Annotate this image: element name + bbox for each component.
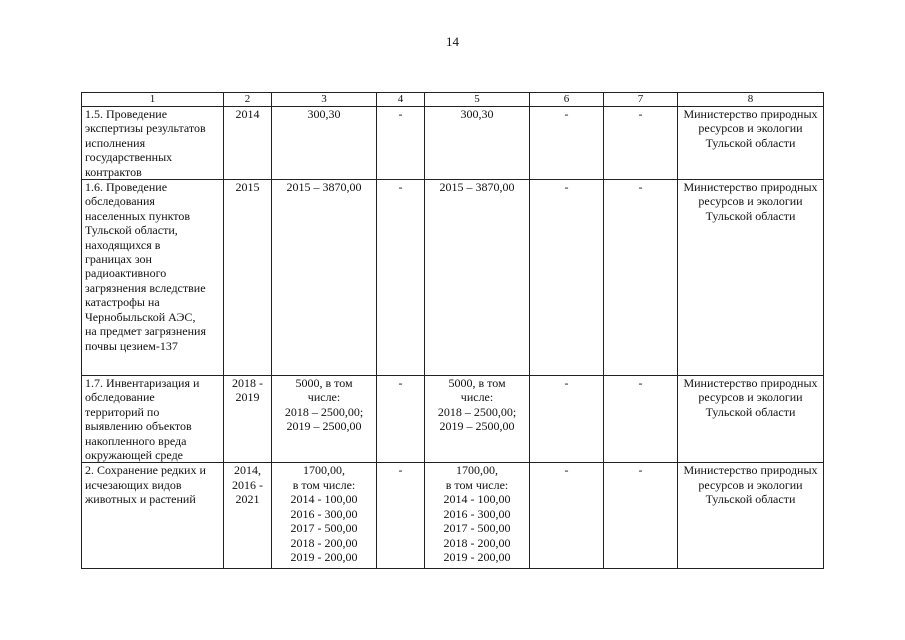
cell-text-line: на предмет загрязнения	[85, 324, 206, 339]
table-cell-c1	[82, 107, 224, 180]
table-cell-c6	[530, 463, 604, 569]
table-cell-c3	[272, 376, 377, 463]
cell-text-line: 5000, в том	[448, 376, 506, 391]
cell-text-line: 2019 - 200,00	[290, 549, 358, 564]
table-cell-c7	[604, 180, 678, 376]
cell-text-line: Министерство природных	[683, 463, 818, 478]
cell-text-line: 2019 - 200,00	[443, 549, 511, 564]
cell-text-line: 2015 – 3870,00	[439, 180, 515, 195]
table-cell-c7	[604, 463, 678, 569]
cell-text-line: 2016 -	[232, 477, 263, 492]
cell-text-line: экспертизы результатов	[85, 121, 206, 136]
cell-text-line: 300,30	[307, 107, 341, 121]
cell-text-line: границах зон	[85, 252, 152, 267]
table-cell-c5	[425, 180, 530, 376]
cell-text-line: 2014	[235, 107, 260, 121]
table-cell-c2	[224, 463, 272, 569]
cell-text-line: 2019 – 2500,00	[439, 419, 515, 434]
cell-text-line: 5000, в том	[295, 376, 353, 391]
cell-text-line: 1700,00,	[303, 463, 345, 478]
cell-text-line: загрязнения вследствие	[85, 280, 206, 295]
table-cell-c2	[224, 376, 272, 463]
column-header: 1	[82, 93, 224, 107]
table-header-row	[82, 93, 824, 107]
cell-text-line: в том числе:	[445, 477, 509, 492]
cell-text-line: числе:	[460, 390, 494, 405]
table-cell-c4	[377, 180, 425, 376]
table-cell-c5	[425, 376, 530, 463]
cell-dash: -	[638, 463, 643, 478]
cell-text-line: 2. Сохранение редких и	[85, 463, 206, 478]
cell-dash: -	[564, 107, 569, 121]
cell-dash: -	[638, 107, 643, 121]
table-cell-c8	[678, 463, 824, 569]
table-row	[82, 463, 824, 569]
cell-text-line: Министерство природных	[683, 107, 818, 121]
cell-text-line: находящихся в	[85, 237, 161, 252]
cell-dash: -	[564, 180, 569, 195]
table-row	[82, 107, 824, 180]
cell-dash: -	[638, 376, 643, 391]
column-header: 5	[425, 93, 530, 107]
cell-dash: -	[398, 376, 403, 391]
table-cell-c3	[272, 463, 377, 569]
cell-dash: -	[564, 376, 569, 391]
cell-text-line: 2019 – 2500,00	[286, 419, 362, 434]
cell-text-line: 2021	[235, 492, 260, 507]
table-cell-c4	[377, 463, 425, 569]
cell-text-line: обследование	[85, 390, 155, 405]
column-header: 7	[604, 93, 678, 107]
cell-text-line: 1.6. Проведение	[85, 180, 168, 195]
table-cell-c1	[82, 463, 224, 569]
cell-text-line: 2018 - 200,00	[290, 535, 358, 550]
table-cell-c8	[678, 180, 824, 376]
cell-text-line: животных и растений	[85, 492, 196, 507]
table-cell-c6	[530, 376, 604, 463]
cell-text-line: обследования	[85, 194, 155, 209]
cell-text-line: 2016 - 300,00	[290, 506, 358, 521]
cell-text-line: 2015	[235, 180, 260, 195]
table-cell-c6	[530, 107, 604, 180]
column-header: 8	[678, 93, 824, 107]
program-activities-table	[81, 92, 824, 569]
table-cell-c6	[530, 180, 604, 376]
table-cell-c7	[604, 107, 678, 180]
column-header: 6	[530, 93, 604, 107]
cell-dash: -	[398, 107, 403, 121]
table-cell-c2	[224, 107, 272, 180]
table-cell-c1	[82, 376, 224, 463]
cell-text-line: Тульской области	[705, 492, 796, 507]
table-cell-c7	[604, 376, 678, 463]
table-cell-c3	[272, 180, 377, 376]
cell-text-line: почвы цезием-137	[85, 338, 178, 353]
cell-text-line: 2014 - 100,00	[290, 492, 358, 507]
table-cell-c2	[224, 180, 272, 376]
cell-text-line: радиоактивного	[85, 266, 167, 281]
column-header: 2	[224, 93, 272, 107]
cell-text-line: 2018 - 200,00	[443, 535, 511, 550]
cell-text-line: в том числе:	[292, 477, 356, 492]
table-cell-c5	[425, 107, 530, 180]
page-number: 14	[446, 34, 459, 49]
table-cell-c3	[272, 107, 377, 180]
cell-text-line: Чернобыльской АЭС,	[85, 309, 196, 324]
cell-text-line: ресурсов и экологии	[698, 477, 803, 492]
cell-text-line: Тульской области,	[85, 223, 178, 238]
cell-text-line: 1.5. Проведение	[85, 107, 168, 121]
cell-text-line: 2018 -	[232, 376, 263, 391]
table-cell-c5	[425, 463, 530, 569]
table-cell-c4	[377, 107, 425, 180]
cell-text-line: Тульской области	[705, 135, 796, 150]
cell-text-line: исчезающих видов	[85, 477, 182, 492]
cell-text-line: 2014,	[234, 463, 261, 478]
cell-text-line: государственных	[85, 150, 173, 165]
cell-text-line: окружающей среде	[85, 448, 184, 463]
cell-text-line: Тульской области	[705, 208, 796, 223]
cell-text-line: территорий по	[85, 404, 160, 419]
column-header: 3	[272, 93, 377, 107]
cell-dash: -	[398, 180, 403, 195]
table-row	[82, 180, 824, 376]
cell-dash: -	[638, 180, 643, 195]
table-cell-c1	[82, 180, 224, 376]
cell-text-line: ресурсов и экологии	[698, 390, 803, 405]
cell-text-line: 2019	[235, 390, 260, 405]
cell-dash: -	[564, 463, 569, 478]
cell-text-line: 2016 - 300,00	[443, 506, 511, 521]
cell-text-line: 1700,00,	[456, 463, 498, 478]
cell-text-line: Министерство природных	[683, 376, 818, 391]
cell-text-line: ресурсов и экологии	[698, 121, 803, 136]
table-cell-c4	[377, 376, 425, 463]
cell-text-line: 2015 – 3870,00	[286, 180, 362, 195]
cell-text-line: Министерство природных	[683, 180, 818, 195]
cell-text-line: ресурсов и экологии	[698, 194, 803, 209]
cell-text-line: контрактов	[85, 164, 142, 179]
cell-text-line: 2014 - 100,00	[443, 492, 511, 507]
cell-text-line: числе:	[307, 390, 341, 405]
table-row	[82, 376, 824, 463]
table-cell-c8	[678, 376, 824, 463]
cell-text-line: 2018 – 2500,00;	[437, 404, 517, 419]
column-header: 4	[377, 93, 425, 107]
cell-text-line: выявлению объектов	[85, 419, 192, 434]
cell-text-line: населенных пунктов	[85, 208, 191, 223]
cell-text-line: Тульской области	[705, 404, 796, 419]
cell-text-line: 2017 - 500,00	[290, 521, 358, 536]
cell-text-line: 2018 – 2500,00;	[284, 404, 364, 419]
cell-dash: -	[398, 463, 403, 478]
cell-text-line: исполнения	[85, 135, 146, 150]
table-cell-c8	[678, 107, 824, 180]
cell-text-line: 300,30	[460, 107, 494, 121]
cell-text-line: 1.7. Инвентаризация и	[85, 376, 200, 391]
cell-text-line: катастрофы на	[85, 295, 160, 310]
cell-text-line: 2017 - 500,00	[443, 521, 511, 536]
cell-text-line: накопленного вреда	[85, 433, 187, 448]
